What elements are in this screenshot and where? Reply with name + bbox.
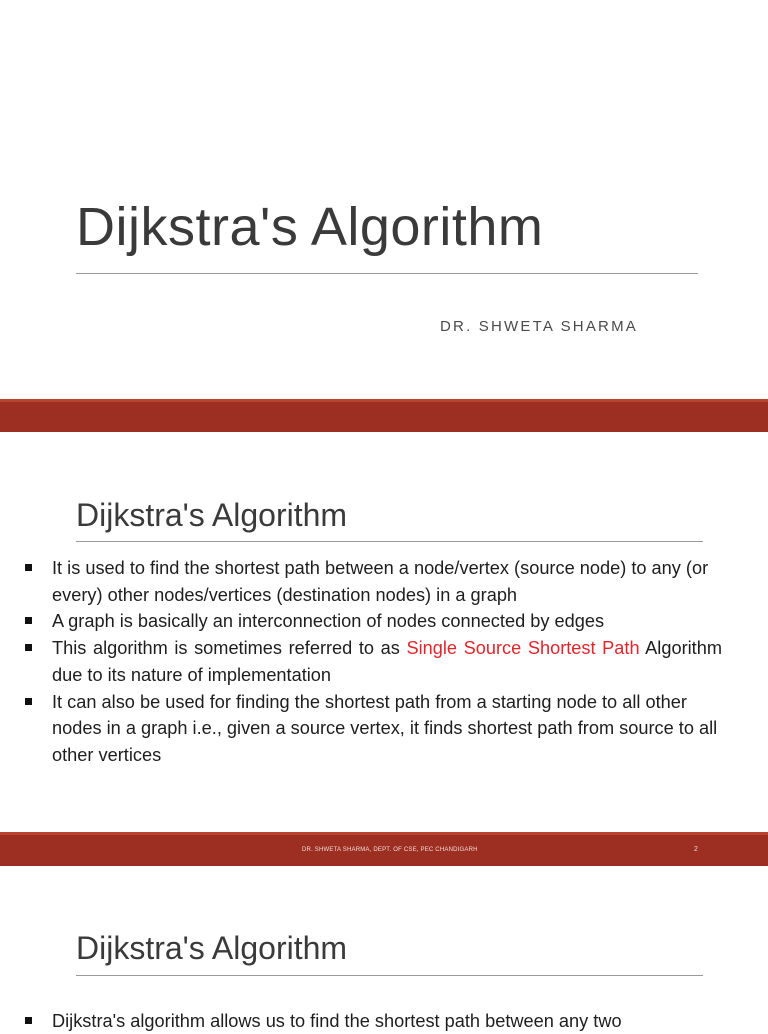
bullet-text: A graph is basically an interconnection of nodes connected by edges [52, 611, 605, 632]
page-number: 2 [694, 846, 698, 853]
square-bullet-icon [25, 617, 32, 624]
bullet-text: It is used to find the shortest path between a node/vertex (source node) to any (or every) other nodes/vertices (destination nodes) in a graph [52, 558, 709, 605]
slide-separator-highlight [0, 399, 768, 402]
square-bullet-icon [25, 644, 32, 651]
highlighted-term: Single Source Shortest Path [406, 638, 640, 659]
slide-title: Dijkstra's Algorithm [76, 197, 544, 257]
bullet-text: Dijkstra's algorithm allows us to find the shortest path between any two [52, 1011, 622, 1031]
author-name: DR. SHWETA SHARMA [440, 318, 638, 335]
slide-heading: Dijkstra's Algorithm [76, 497, 348, 533]
bullet-item [22, 608, 722, 635]
bullet-item [22, 689, 722, 769]
bullet-text: It can also be used for finding the shortest path from a starting node to all other nodes in a graph i.e., given a source vertex, it finds shortest path from source to all other vertices [52, 691, 718, 765]
slide-separator-band [0, 399, 768, 432]
heading-divider [76, 541, 703, 542]
bullet-item [22, 1008, 742, 1034]
bullet-text: This algorithm is sometimes referred to as [52, 638, 407, 659]
square-bullet-icon [25, 1017, 32, 1024]
heading-divider [76, 975, 703, 976]
bullet-list [22, 555, 722, 769]
bullet-item [22, 555, 722, 608]
square-bullet-icon [25, 564, 32, 571]
footer-text: DR. SHWETA SHARMA, DEPT. OF CSE, PEC CHANDIGARH [302, 847, 478, 853]
title-divider [76, 273, 698, 274]
bullet-text: Algorithm due to its nature of implementation [52, 638, 722, 685]
bullet-item [22, 635, 722, 688]
slide-heading: Dijkstra's Algorithm [76, 930, 348, 966]
square-bullet-icon [25, 698, 32, 705]
footer-band-highlight [0, 832, 768, 835]
